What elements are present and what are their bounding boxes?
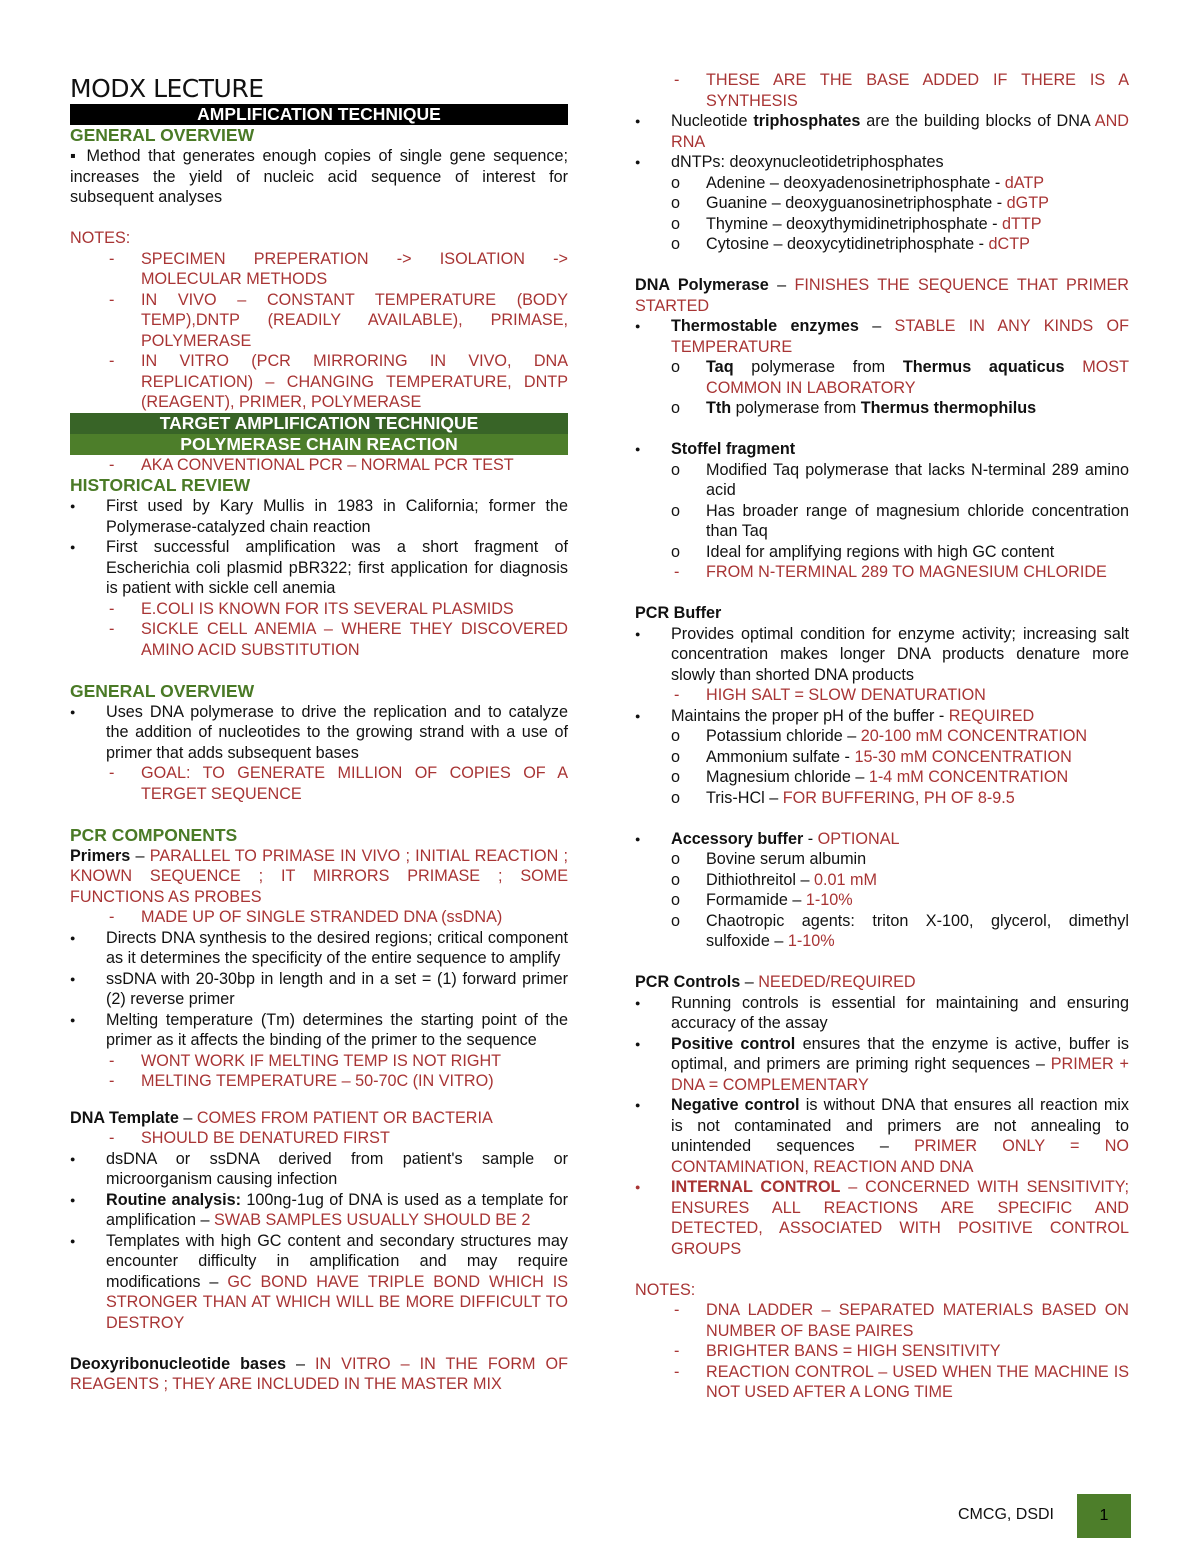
internal-note: – CONCERNED WITH SENSITIVITY; ENSURES ALL REACTIONS ARE SPECIFIC AND DETECTED, ASSOCIATED WITH POSITIVE CONTROL GROUPS (671, 1178, 1129, 1258)
positive-label: Positive control (671, 1034, 796, 1053)
buffer-subitem (635, 767, 1129, 788)
accessory-red: 1-10% (787, 932, 835, 950)
primers-label: Primers (70, 846, 131, 865)
note-item: - BRIGHTER BANS = HIGH SENSITIVITY (635, 1341, 1129, 1362)
aka-note: - AKA CONVENTIONAL PCR – NORMAL PCR TEST (70, 455, 568, 476)
negative-text: is without DNA that ensures all reaction mix is not contaminated and primers are not annealing to unintended sequences – (671, 1096, 1129, 1155)
gc-note: GC BOND HAVE TRIPLE BOND WHICH IS STRONGER THAN AT WHICH WILL BE MORE DIFFICULT TO DESTROY (106, 1272, 569, 1332)
controls-item (635, 1177, 1129, 1259)
buffer-text: Maintains the proper pH of the buffer - (671, 706, 949, 725)
overview-text: ▪ Method that generates enough copies of single gene sequence; increases the yield of nucleic acid sequence of interest for subsequent analyses (70, 147, 568, 206)
note-item: - SPECIMEN PREPERATION -> ISOLATION -> MOLECULAR METHODS (70, 249, 568, 290)
dash: – (740, 973, 759, 991)
notes-label: NOTES: (635, 1280, 696, 1299)
heading-general-overview-2: GENERAL OVERVIEW (70, 680, 255, 701)
buffer-sub-text: Ammonium sulfate - (706, 747, 855, 766)
taq-text: polymerase from (733, 358, 903, 376)
nucleotide-item (635, 111, 1129, 152)
base-item (635, 234, 1129, 255)
polymerase-paragraph (635, 275, 1129, 316)
deoxy-note: IN VITRO – IN THE FORM OF REAGENTS ; THEY ARE INCLUDED IN THE MASTER MIX (70, 1354, 568, 1393)
dash: - (803, 829, 818, 848)
dash: – (768, 276, 795, 294)
note-item: - DNA LADDER – SEPARATED MATERIALS BASED ON NUMBER OF BASE PAIRES (635, 1300, 1129, 1341)
template-paragraph (70, 1108, 568, 1129)
tth-item (635, 398, 1129, 419)
nuc-text: Nucleotide (671, 112, 754, 130)
dash: – (858, 317, 895, 335)
gc-text: Templates with high GC content and secondary structures may encounter difficulty in amplification and may require modifications – (106, 1231, 568, 1291)
routine-note: SWAB SAMPLES USUALLY SHOULD BE 2 (213, 1211, 531, 1229)
buffer-heading (635, 603, 1129, 624)
polymerase-note: FINISHES THE SEQUENCE THAT PRIMER STARTED (635, 276, 1129, 315)
buffer-sub-text: Tris-HCl – (706, 788, 783, 807)
base-abbr: dATP (1004, 173, 1045, 192)
page-number: 1 (1077, 1494, 1131, 1538)
section-header-target: TARGET AMPLIFICATION TECHNIQUE (70, 413, 568, 434)
primers-item: ● Melting temperature (Tm) determines the starting point of the primer as it affects the binding of the primer to the sequence (70, 1010, 568, 1051)
tth-organism: Thermus thermophilus (860, 399, 1037, 417)
accessory-subitem (635, 890, 1129, 911)
buffer-subitem (635, 747, 1129, 768)
buffer-sub-red: FOR BUFFERING, PH OF 8-9.5 (782, 788, 1015, 807)
nuc-bold: triphosphates (753, 112, 861, 130)
accessory-subitem (635, 870, 1129, 891)
buffer-sub-red: 1-4 mM CONCENTRATION (868, 768, 1069, 786)
controls-item (635, 1034, 1129, 1096)
stoffel-subitem: o Ideal for amplifying regions with high GC content (635, 542, 1129, 563)
stoffel-item (635, 439, 1129, 460)
deoxy-label: Deoxyribonucleotide bases (70, 1354, 286, 1373)
primers-item: ● ssDNA with 20-30bp in length and in a set = (1) forward primer (2) reverse primer (70, 969, 568, 1010)
deoxy-paragraph (70, 1354, 568, 1395)
stoffel-label: Stoffel fragment (671, 440, 796, 458)
note-item: - IN VIVO – CONSTANT TEMPERATURE (BODY TEMP),DNTP (READILY AVAILABLE), PRIMASE, POLYMERASE (70, 290, 568, 352)
left-column (70, 70, 568, 1395)
taq-organism: Thermus aquaticus (902, 358, 1065, 376)
section-header-amplification: AMPLIFICATION TECHNIQUE (70, 104, 568, 125)
nuc-red: AND RNA (671, 112, 1129, 151)
template-item (70, 1231, 568, 1334)
accessory-text: Bovine serum albumin (706, 850, 867, 868)
template-item: ● dsDNA or ssDNA derived from patient's sample or microorganism causing infection (70, 1149, 568, 1190)
stoffel-note: - FROM N-TERMINAL 289 TO MAGNESIUM CHLORIDE (635, 562, 1129, 583)
stoffel-subitem: o Has broader range of magnesium chloride concentration than Taq (635, 501, 1129, 542)
primers-note: - MADE UP OF SINGLE STRANDED DNA (ssDNA) (70, 907, 568, 928)
base-abbr: dTTP (1002, 214, 1042, 233)
controls-item: ● Running controls is essential for maintaining and ensuring accuracy of the assay (635, 993, 1129, 1034)
notes-label: NOTES: (70, 229, 131, 247)
polymerase-label: DNA Polymerase (635, 276, 769, 294)
base-text: Adenine – deoxyadenosinetriphosphate - (706, 173, 1005, 192)
buffer-item (635, 706, 1129, 727)
accessory-subitem (635, 849, 1129, 870)
routine-text: 100ng-1ug of DNA is used as a template for amplification – (106, 1190, 569, 1229)
base-text: Thymine – deoxythymidinetriphosphate - (706, 214, 1003, 233)
history-note: - E.COLI IS KNOWN FOR ITS SEVERAL PLASMIDS (70, 599, 568, 620)
tth-text: polymerase from (731, 399, 861, 417)
accessory-text: Chaotropic agents: triton X-100, glycerol, dimethyl sulfoxide – (706, 911, 1129, 950)
note-item: - IN VITRO (PCR MIRRORING IN VIVO, DNA REPLICATION) – CHANGING TEMPERATURE, DNTP (REAGENT), PRIMER, POLYMERASE (70, 351, 568, 413)
thermo-note: STABLE IN ANY KINDS OF TEMPERATURE (671, 317, 1129, 356)
primers-note-inline: PARALLEL TO PRIMASE IN VIVO ; INITIAL REACTION ; KNOWN SEQUENCE ; IT MIRRORS PRIMASE ; SOME FUNCTIONS AS PROBES (70, 846, 568, 906)
history-item: ● First successful amplification was a short fragment of Escherichia coli plasmid pBR322; first application for diagnosis is patient with sickle cell anemia (70, 537, 568, 599)
accessory-text: Formamide – (706, 891, 806, 909)
base-item (635, 173, 1129, 194)
overview-item: ● Uses DNA polymerase to drive the replication and to catalyze the addition of nucleotides to the growing strand with a use of primer that adds subsequent bases (70, 702, 568, 764)
accessory-item (635, 829, 1129, 850)
buffer-sub-red: 15-30 mM CONCENTRATION (854, 747, 1072, 766)
note-item: - REACTION CONTROL – USED WHEN THE MACHINE IS NOT USED AFTER A LONG TIME (635, 1362, 1129, 1403)
section-header-pcr: POLYMERASE CHAIN REACTION (70, 434, 568, 455)
history-item: ● First used by Kary Mullis in 1983 in California; former the Polymerase-catalyzed chain reaction (70, 496, 568, 537)
primers-item: ● Directs DNA synthesis to the desired regions; critical component as it determines the specificity of the entire sequence to amplify (70, 928, 568, 969)
tth-label: Tth (706, 399, 732, 417)
accessory-text: Dithiothreitol – (706, 870, 814, 889)
dash: – (286, 1354, 315, 1373)
dash: – (130, 846, 150, 865)
base-text: Guanine – deoxyguanosinetriphosphate - (706, 194, 1007, 212)
buffer-sub-text: Potassium chloride – (706, 727, 861, 745)
stoffel-subitem: o Modified Taq polymerase that lacks N-terminal 289 amino acid (635, 460, 1129, 501)
document-title: MODX LECTURE (70, 74, 264, 103)
thermo-label: Thermostable enzymes (671, 317, 859, 335)
footer-text: CMCG, DSDI (958, 1506, 1054, 1523)
negative-note: PRIMER ONLY = NO CONTAMINATION, REACTION AND DNA (671, 1137, 1129, 1176)
accessory-subitem (635, 911, 1129, 952)
buffer-sub-text: Magnesium chloride – (706, 768, 869, 786)
template-note: - SHOULD BE DENATURED FIRST (70, 1128, 568, 1149)
primers-paragraph (70, 846, 568, 908)
base-item (635, 193, 1129, 214)
thermostable-item (635, 316, 1129, 357)
buffer-label: PCR Buffer (635, 604, 722, 622)
positive-note: PRIMER + DNA = COMPLEMENTARY (671, 1055, 1129, 1094)
template-note-inline: COMES FROM PATIENT OR BACTERIA (196, 1108, 493, 1127)
buffer-item: ● Provides optimal condition for enzyme activity; increasing salt concentration makes longer DNA products denature more slowly than shorted DNA products (635, 624, 1129, 686)
heading-pcr-components: PCR COMPONENTS (70, 824, 238, 845)
template-item (70, 1190, 568, 1231)
buffer-note: - HIGH SALT = SLOW DENATURATION (635, 685, 1129, 706)
melting-note: - MELTING TEMPERATURE – 50-70C (IN VITRO) (70, 1071, 568, 1092)
taq-label: Taq (706, 358, 734, 376)
base-abbr: dGTP (1006, 194, 1049, 212)
taq-note: MOST COMMON IN LABORATORY (706, 358, 1129, 397)
base-note: - THESE ARE THE BASE ADDED IF THERE IS A SYNTHESIS (635, 70, 1129, 111)
nuc-text: are the building blocks of DNA (860, 112, 1095, 130)
controls-heading (635, 972, 1129, 993)
dash: – (178, 1108, 197, 1127)
taq-item (635, 357, 1129, 398)
routine-label: Routine analysis: (106, 1190, 241, 1209)
negative-label: Negative control (671, 1096, 800, 1114)
controls-required: NEEDED/REQUIRED (758, 973, 916, 991)
template-label: DNA Template (70, 1108, 179, 1127)
right-column (635, 70, 1129, 1403)
accessory-optional: OPTIONAL (817, 829, 900, 848)
heading-historical-review: HISTORICAL REVIEW (70, 475, 251, 495)
melting-note: - WONT WORK IF MELTING TEMP IS NOT RIGHT (70, 1051, 568, 1072)
buffer-subitem (635, 788, 1129, 809)
controls-label: PCR Controls (635, 973, 741, 991)
base-abbr: dCTP (988, 235, 1030, 253)
heading-general-overview: GENERAL OVERVIEW (70, 125, 255, 145)
base-text: Cytosine – deoxycytidinetriphosphate - (706, 235, 989, 253)
internal-label: INTERNAL CONTROL (671, 1178, 841, 1196)
accessory-red: 0.01 mM (813, 870, 877, 889)
buffer-subitem (635, 726, 1129, 747)
accessory-red: 1-10% (805, 891, 853, 909)
accessory-label: Accessory buffer (671, 829, 804, 848)
positive-text: ensures that the enzyme is active, buffer is optimal, and primers are priming right sequences – (671, 1034, 1129, 1073)
base-item (635, 214, 1129, 235)
controls-item (635, 1095, 1129, 1177)
buffer-required: REQUIRED (948, 706, 1035, 725)
dntps-item: ● dNTPs: deoxynucleotidetriphosphates (635, 152, 1129, 173)
history-note: - SICKLE CELL ANEMIA – WHERE THEY DISCOVERED AMINO ACID SUBSTITUTION (70, 619, 568, 660)
overview-note: - GOAL: TO GENERATE MILLION OF COPIES OF A TERGET SEQUENCE (70, 763, 568, 804)
buffer-sub-red: 20-100 mM CONCENTRATION (860, 727, 1088, 745)
